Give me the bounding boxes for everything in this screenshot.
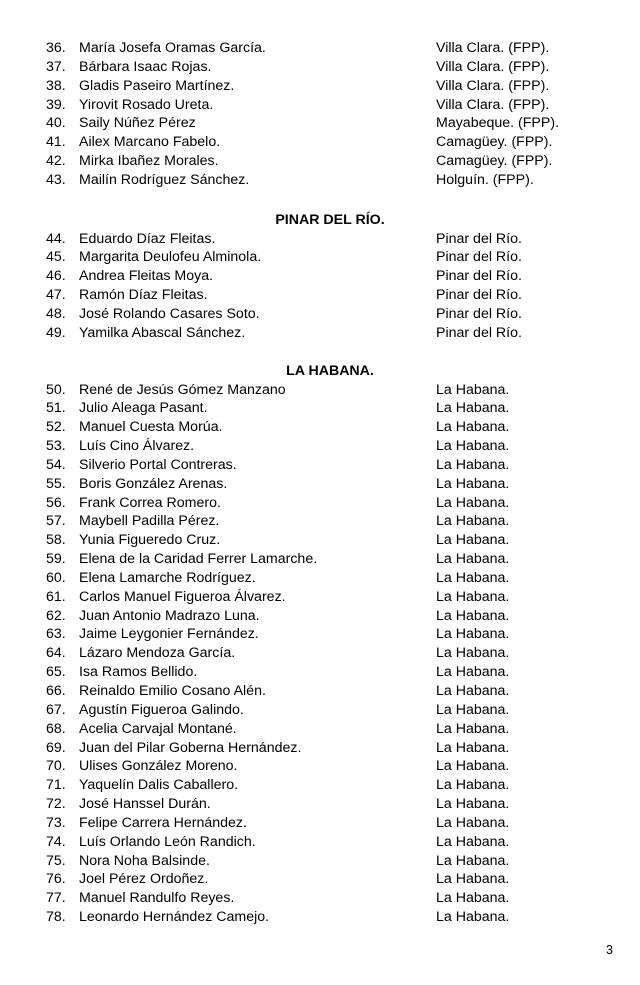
entry-name: René de Jesús Gómez Manzano bbox=[79, 381, 286, 398]
entry-place: La Habana. bbox=[436, 400, 510, 417]
list-item bbox=[0, 399, 640, 418]
entry-place: La Habana. bbox=[436, 796, 510, 813]
entry-name: Yunia Figueredo Cruz. bbox=[79, 532, 221, 549]
list-item bbox=[0, 171, 640, 190]
entry-place: La Habana. bbox=[436, 532, 510, 549]
section-heading-pinar-del-rio: PINAR DEL RÍO. bbox=[275, 212, 385, 228]
entry-name: Manuel Randulfo Reyes. bbox=[79, 890, 235, 907]
list-item bbox=[0, 833, 640, 852]
list-block-la-habana bbox=[0, 381, 640, 927]
entry-name: Joel Pérez Ordoñez. bbox=[79, 871, 209, 888]
entry-name: Ramón Díaz Fleitas. bbox=[79, 287, 208, 304]
list-item bbox=[0, 133, 640, 152]
entry-place: Camagüey. (FPP). bbox=[436, 153, 553, 170]
entry-place: Pinar del Río. bbox=[436, 249, 522, 266]
list-item bbox=[0, 418, 640, 437]
list-item bbox=[0, 286, 640, 305]
entry-name: Ailex Marcano Fabelo. bbox=[79, 134, 221, 151]
entry-name: Saily Núñez Pérez bbox=[79, 115, 196, 132]
entry-place: Camagüey. (FPP). bbox=[436, 134, 553, 151]
entry-place: Pinar del Río. bbox=[436, 324, 522, 341]
list-item bbox=[0, 625, 640, 644]
entry-number: 58. bbox=[46, 532, 66, 549]
entry-number: 76. bbox=[46, 871, 66, 888]
list-item bbox=[0, 588, 640, 607]
entry-place: La Habana. bbox=[436, 381, 510, 398]
entry-name: Acelia Carvajal Montané. bbox=[79, 720, 237, 737]
entry-place: La Habana. bbox=[436, 588, 510, 605]
entry-name: Manuel Cuesta Morúa. bbox=[79, 419, 223, 436]
list-item bbox=[0, 908, 640, 927]
entry-name: Nora Noha Balsinde. bbox=[79, 852, 210, 869]
list-item bbox=[0, 456, 640, 475]
entry-name: Leonardo Hernández Camejo. bbox=[79, 909, 270, 926]
entry-place: La Habana. bbox=[436, 739, 510, 756]
entry-name: Carlos Manuel Figueroa Álvarez. bbox=[79, 588, 286, 605]
entry-name: Juan del Pilar Goberna Hernández. bbox=[79, 739, 302, 756]
list-item bbox=[0, 607, 640, 626]
entry-place: La Habana. bbox=[436, 456, 510, 473]
entry-name: Isa Ramos Bellido. bbox=[79, 664, 198, 681]
list-item bbox=[0, 324, 640, 343]
entry-name: Luís Cino Álvarez. bbox=[79, 438, 195, 455]
list-item bbox=[0, 739, 640, 758]
entry-number: 41. bbox=[46, 134, 66, 151]
list-block-pinar-del-rio bbox=[0, 230, 640, 343]
entry-name: Boris González Arenas. bbox=[79, 475, 228, 492]
list-item bbox=[0, 569, 640, 588]
entry-number: 77. bbox=[46, 890, 66, 907]
list-item bbox=[0, 305, 640, 324]
entry-place: Mayabeque. (FPP). bbox=[436, 115, 560, 132]
list-item bbox=[0, 531, 640, 550]
entry-number: 71. bbox=[46, 777, 66, 794]
entry-place: La Habana. bbox=[436, 701, 510, 718]
list-item bbox=[0, 96, 640, 115]
entry-number: 67. bbox=[46, 701, 66, 718]
list-item bbox=[0, 267, 640, 286]
list-item bbox=[0, 682, 640, 701]
list-item bbox=[0, 475, 640, 494]
entry-name: Gladis Paseiro Martínez. bbox=[79, 77, 235, 94]
entry-name: José Rolando Casares Soto. bbox=[79, 305, 260, 322]
entry-place: Pinar del Río. bbox=[436, 268, 522, 285]
entry-number: 50. bbox=[46, 381, 66, 398]
entry-number: 38. bbox=[46, 77, 66, 94]
entry-name: Eduardo Díaz Fleitas. bbox=[79, 230, 216, 247]
list-item bbox=[0, 550, 640, 569]
list-item bbox=[0, 512, 640, 531]
entry-number: 60. bbox=[46, 569, 66, 586]
entry-name: Elena Lamarche Rodríguez. bbox=[79, 569, 256, 586]
entry-number: 36. bbox=[46, 40, 66, 56]
entry-name: Maybell Padilla Pérez. bbox=[79, 513, 220, 530]
entry-name: Jaime Leygonier Fernández. bbox=[79, 626, 259, 643]
entry-place: La Habana. bbox=[436, 607, 510, 624]
entry-place: La Habana. bbox=[436, 626, 510, 643]
entry-place: Pinar del Río. bbox=[436, 230, 522, 247]
entry-number: 69. bbox=[46, 739, 66, 756]
entry-place: La Habana. bbox=[436, 871, 510, 888]
entry-place: La Habana. bbox=[436, 720, 510, 737]
entry-number: 73. bbox=[46, 814, 66, 831]
entry-place: Holguín. (FPP). bbox=[436, 171, 534, 188]
list-item bbox=[0, 720, 640, 739]
entry-number: 40. bbox=[46, 115, 66, 132]
entry-place: La Habana. bbox=[436, 909, 510, 926]
entry-name: Silverio Portal Contreras. bbox=[79, 456, 237, 473]
list-item bbox=[0, 114, 640, 133]
entry-number: 66. bbox=[46, 683, 66, 699]
entry-name: Yamilka Abascal Sánchez. bbox=[79, 324, 246, 341]
entry-place: Villa Clara. (FPP). bbox=[436, 58, 550, 75]
entry-name: Ulises González Moreno. bbox=[79, 758, 238, 775]
entry-name: Felipe Carrera Hernández. bbox=[79, 814, 247, 831]
entry-place: La Habana. bbox=[436, 890, 510, 907]
entry-place: Villa Clara. (FPP). bbox=[436, 96, 550, 113]
entry-number: 65. bbox=[46, 664, 66, 681]
entry-place: La Habana. bbox=[436, 833, 510, 850]
entry-place: La Habana. bbox=[436, 419, 510, 436]
entry-number: 61. bbox=[46, 588, 66, 605]
entry-number: 53. bbox=[46, 438, 66, 455]
entry-number: 37. bbox=[46, 58, 66, 75]
entry-name: Margarita Deulofeu Alminola. bbox=[79, 249, 262, 266]
section-heading-la-habana: LA HABANA. bbox=[286, 363, 374, 379]
entry-number: 47. bbox=[46, 287, 66, 304]
page-number: 3 bbox=[606, 943, 613, 957]
entry-number: 55. bbox=[46, 475, 66, 492]
entry-place: Villa Clara. (FPP). bbox=[436, 40, 550, 56]
entry-number: 54. bbox=[46, 456, 66, 473]
list-item bbox=[0, 437, 640, 456]
entry-place: La Habana. bbox=[436, 475, 510, 492]
entry-place: Villa Clara. (FPP). bbox=[436, 77, 550, 94]
entry-place: La Habana. bbox=[436, 551, 510, 568]
entry-name: Reinaldo Emilio Cosano Alén. bbox=[79, 683, 266, 699]
entry-place: Pinar del Río. bbox=[436, 305, 522, 322]
entry-number: 57. bbox=[46, 513, 66, 530]
entry-number: 48. bbox=[46, 305, 66, 322]
entry-number: 44. bbox=[46, 230, 66, 247]
entry-place: La Habana. bbox=[436, 569, 510, 586]
entry-place: La Habana. bbox=[436, 758, 510, 775]
entry-number: 75. bbox=[46, 852, 66, 869]
list-item bbox=[0, 870, 640, 889]
entry-number: 72. bbox=[46, 796, 66, 813]
entry-name: María Josefa Oramas García. bbox=[79, 40, 266, 56]
list-item bbox=[0, 701, 640, 720]
list-item bbox=[0, 852, 640, 871]
entry-name: Luís Orlando León Randich. bbox=[79, 833, 256, 850]
list-item bbox=[0, 663, 640, 682]
entry-name: Elena de la Caridad Ferrer Lamarche. bbox=[79, 551, 318, 568]
list-item bbox=[0, 248, 640, 267]
entry-place: La Habana. bbox=[436, 852, 510, 869]
entry-name: José Hanssel Durán. bbox=[79, 796, 211, 813]
list-item bbox=[0, 494, 640, 513]
list-item bbox=[0, 58, 640, 77]
entry-name: Bárbara Isaac Rojas. bbox=[79, 58, 212, 75]
entry-number: 74. bbox=[46, 833, 66, 850]
entry-name: Andrea Fleitas Moya. bbox=[79, 268, 214, 285]
entry-number: 49. bbox=[46, 324, 66, 341]
entry-place: La Habana. bbox=[436, 814, 510, 831]
entry-number: 39. bbox=[46, 96, 66, 113]
entry-number: 56. bbox=[46, 494, 66, 511]
entry-number: 45. bbox=[46, 249, 66, 266]
entry-number: 46. bbox=[46, 268, 66, 285]
entry-place: La Habana. bbox=[436, 494, 510, 511]
entry-name: Yirovit Rosado Ureta. bbox=[79, 96, 214, 113]
entry-number: 51. bbox=[46, 400, 66, 417]
list-item bbox=[0, 230, 640, 249]
entry-number: 59. bbox=[46, 551, 66, 568]
entry-number: 64. bbox=[46, 645, 66, 662]
entry-place: La Habana. bbox=[436, 777, 510, 794]
entry-number: 70. bbox=[46, 758, 66, 775]
entry-name: Mirka Ibañez Morales. bbox=[79, 153, 219, 170]
entry-number: 62. bbox=[46, 607, 66, 624]
entry-number: 43. bbox=[46, 171, 66, 188]
entry-place: La Habana. bbox=[436, 438, 510, 455]
entry-name: Yaquelín Dalis Caballero. bbox=[79, 777, 239, 794]
entry-place: Pinar del Río. bbox=[436, 287, 522, 304]
list-item bbox=[0, 889, 640, 908]
list-item bbox=[0, 757, 640, 776]
entry-place: La Habana. bbox=[436, 664, 510, 681]
entry-name: Julio Aleaga Pasant. bbox=[79, 400, 208, 417]
list-block-continued bbox=[0, 39, 640, 190]
list-item bbox=[0, 152, 640, 171]
list-item bbox=[0, 644, 640, 663]
entry-place: La Habana. bbox=[436, 683, 510, 699]
entry-number: 63. bbox=[46, 626, 66, 643]
entry-number: 68. bbox=[46, 720, 66, 737]
list-item bbox=[0, 776, 640, 795]
entry-name: Frank Correa Romero. bbox=[79, 494, 221, 511]
list-item bbox=[0, 381, 640, 400]
entry-place: La Habana. bbox=[436, 645, 510, 662]
list-item bbox=[0, 814, 640, 833]
list-item bbox=[0, 39, 640, 58]
entry-number: 78. bbox=[46, 909, 66, 926]
entry-place: La Habana. bbox=[436, 513, 510, 530]
list-item bbox=[0, 795, 640, 814]
entry-number: 42. bbox=[46, 153, 66, 170]
entry-number: 52. bbox=[46, 419, 66, 436]
entry-name: Juan Antonio Madrazo Luna. bbox=[79, 607, 260, 624]
entry-name: Mailín Rodríguez Sánchez. bbox=[79, 171, 250, 188]
list-item bbox=[0, 77, 640, 96]
entry-name: Agustín Figueroa Galindo. bbox=[79, 701, 244, 718]
entry-name: Lázaro Mendoza García. bbox=[79, 645, 236, 662]
